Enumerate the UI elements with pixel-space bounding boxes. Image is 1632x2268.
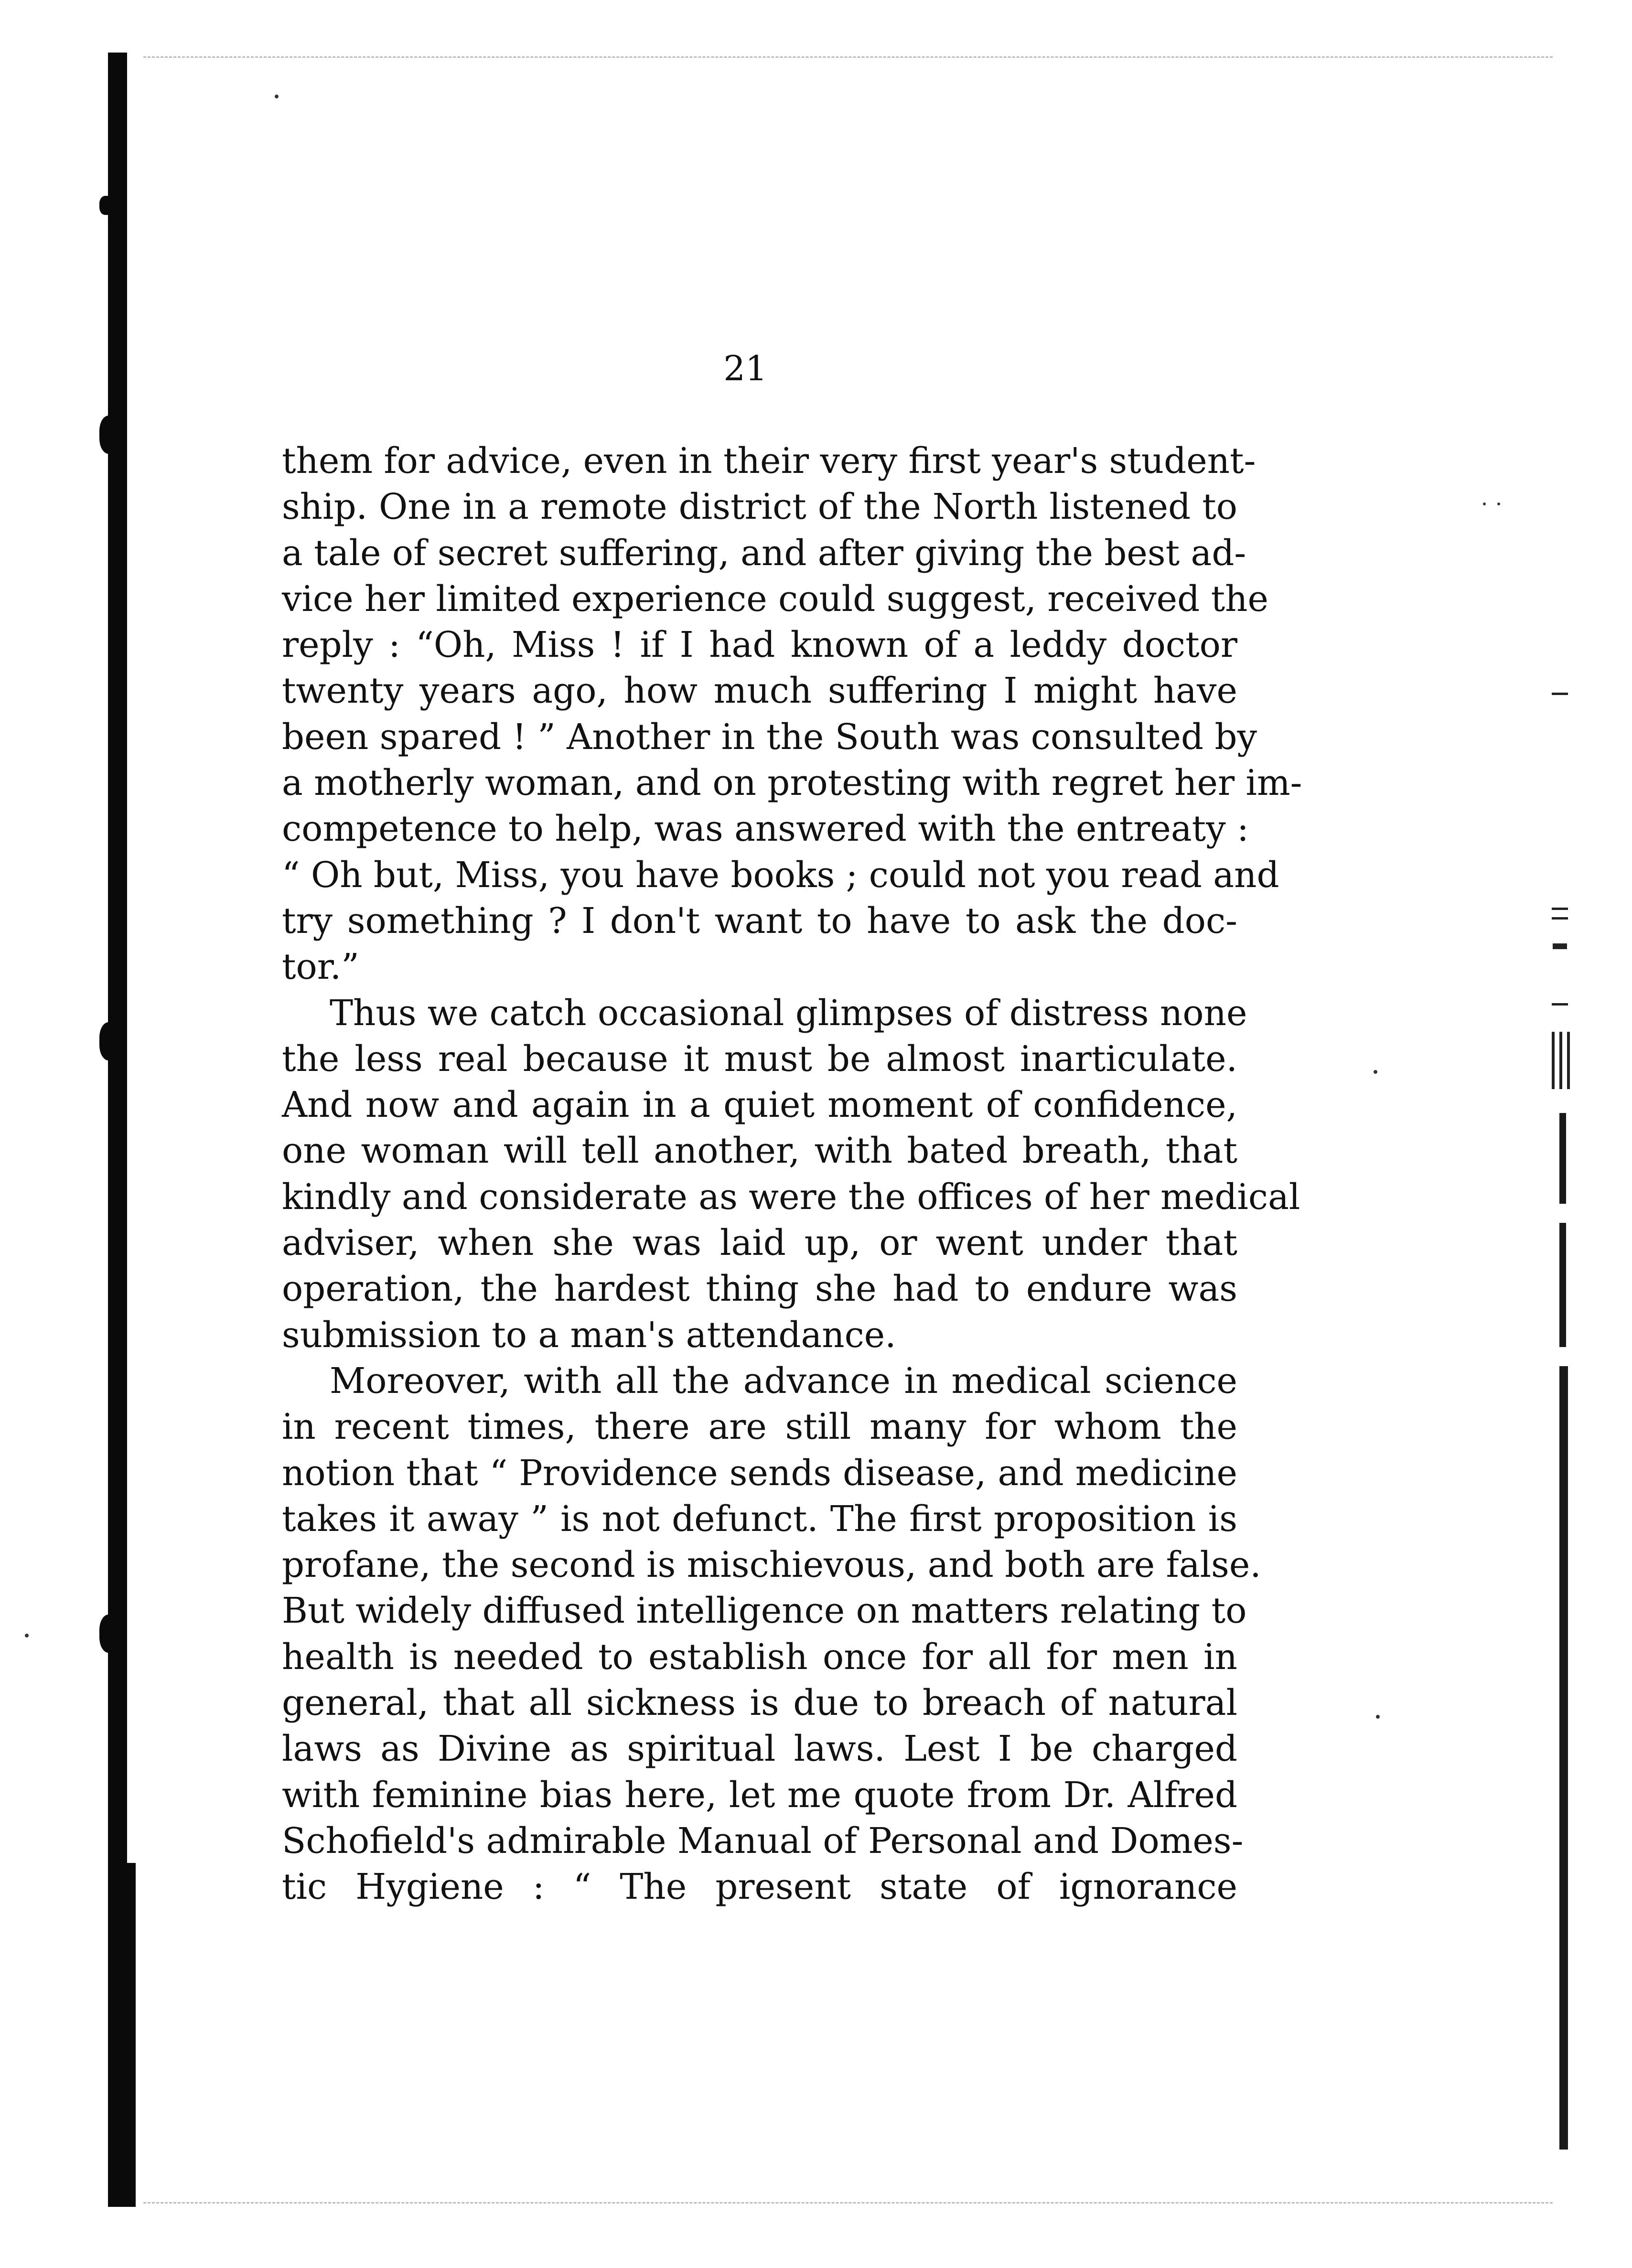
right-edge-strip-1 [1559, 1113, 1566, 1204]
text-line: ship. One in a remote district of the North listened to [282, 487, 1237, 528]
speck-3 [1376, 1715, 1380, 1719]
paragraph-first-line: Thus we catch occasional glimpses of distress none [330, 993, 1247, 1034]
text-line: a motherly woman, and on protesting with regret her im- [282, 763, 1302, 804]
right-edge-tick-2 [1552, 908, 1568, 910]
text-line: “ Oh but, Miss, you have books ; could not you read and [282, 855, 1279, 896]
page-number: 21 [723, 348, 767, 388]
binding-nub-1 [99, 416, 122, 454]
right-edge-tick-3 [1552, 917, 1568, 920]
right-edge-tick-7 [1559, 1032, 1562, 1089]
paragraph-first-line: Moreover, with all the advance in medical science [330, 1360, 1237, 1401]
text-line: adviser, when she was laid up, or went under that [282, 1223, 1237, 1264]
text-line: been spared ! ” Another in the South was consulted by [282, 717, 1257, 758]
right-edge-tick-8 [1567, 1032, 1570, 1089]
right-edge-strip-3 [1559, 1366, 1568, 2150]
text-line: tic Hygiene : “ The present state of ignorance [282, 1867, 1237, 1908]
text-line: tor.” [282, 947, 359, 988]
speck-4 [25, 1634, 29, 1637]
text-line: twenty years ago, how much suffering I might have [282, 671, 1237, 712]
text-line: Schofield's admirable Manual of Personal and Domes- [282, 1820, 1244, 1861]
binding-nub-3 [99, 1615, 122, 1653]
bottom-scan-edge [143, 2202, 1553, 2204]
text-line: operation, the hardest thing she had to endure was [282, 1269, 1237, 1310]
text-line: in recent times, there are still many for whom the [282, 1407, 1237, 1448]
speck-6 [1497, 503, 1500, 505]
right-edge-strip-2 [1559, 1223, 1566, 1347]
text-line: And now and again in a quiet moment of confidence, [282, 1085, 1237, 1126]
text-line: a tale of secret suffering, and after giving the best ad- [282, 533, 1246, 574]
text-line: vice her limited experience could suggest, received the [282, 578, 1268, 620]
right-edge-tick-4 [1553, 943, 1567, 949]
speck-5 [1483, 503, 1486, 505]
text-line: takes it away ” is not defunct. The first proposition is [282, 1498, 1237, 1540]
body-text [282, 439, 1302, 1911]
text-line: one woman will tell another, with bated breath, that [282, 1131, 1237, 1172]
binding-nub-4 [99, 196, 114, 215]
text-line: health is needed to establish once for all for men in [282, 1637, 1237, 1678]
text-line: try something ? I don't want to have to ask the doc- [282, 900, 1237, 941]
right-edge-tick-6 [1552, 1032, 1555, 1089]
top-scan-edge [143, 56, 1553, 58]
text-line: them for advice, even in their very first year's student- [282, 441, 1256, 481]
speck-2 [1374, 1070, 1377, 1074]
text-line: general, that all sickness is due to breach of natural [282, 1683, 1237, 1724]
right-edge-tick-5 [1552, 1003, 1568, 1006]
left-binding-edge-lower [108, 1863, 136, 2207]
text-line: submission to a man's attendance. [282, 1315, 896, 1356]
text-line: laws as Divine as spiritual laws. Lest I be charged [282, 1729, 1237, 1770]
text-line: reply : “Oh, Miss ! if I had known of a leddy doctor [282, 625, 1237, 666]
text-line: with feminine bias here, let me quote from Dr. Alfred [282, 1775, 1237, 1816]
text-line: profane, the second is mischievous, and both are false. [282, 1545, 1261, 1586]
binding-nub-2 [99, 1022, 122, 1060]
right-edge-tick-1 [1552, 693, 1568, 695]
text-line: But widely diffused intelligence on matters relating to [282, 1591, 1247, 1632]
text-line: notion that “ Providence sends disease, and medicine [282, 1453, 1237, 1494]
text-line: the less real because it must be almost inarticulate. [282, 1038, 1237, 1080]
speck-1 [275, 95, 279, 98]
text-line: competence to help, was answered with the entreaty : [282, 809, 1249, 850]
text-line: kindly and considerate as were the offices of her medical [282, 1177, 1300, 1218]
